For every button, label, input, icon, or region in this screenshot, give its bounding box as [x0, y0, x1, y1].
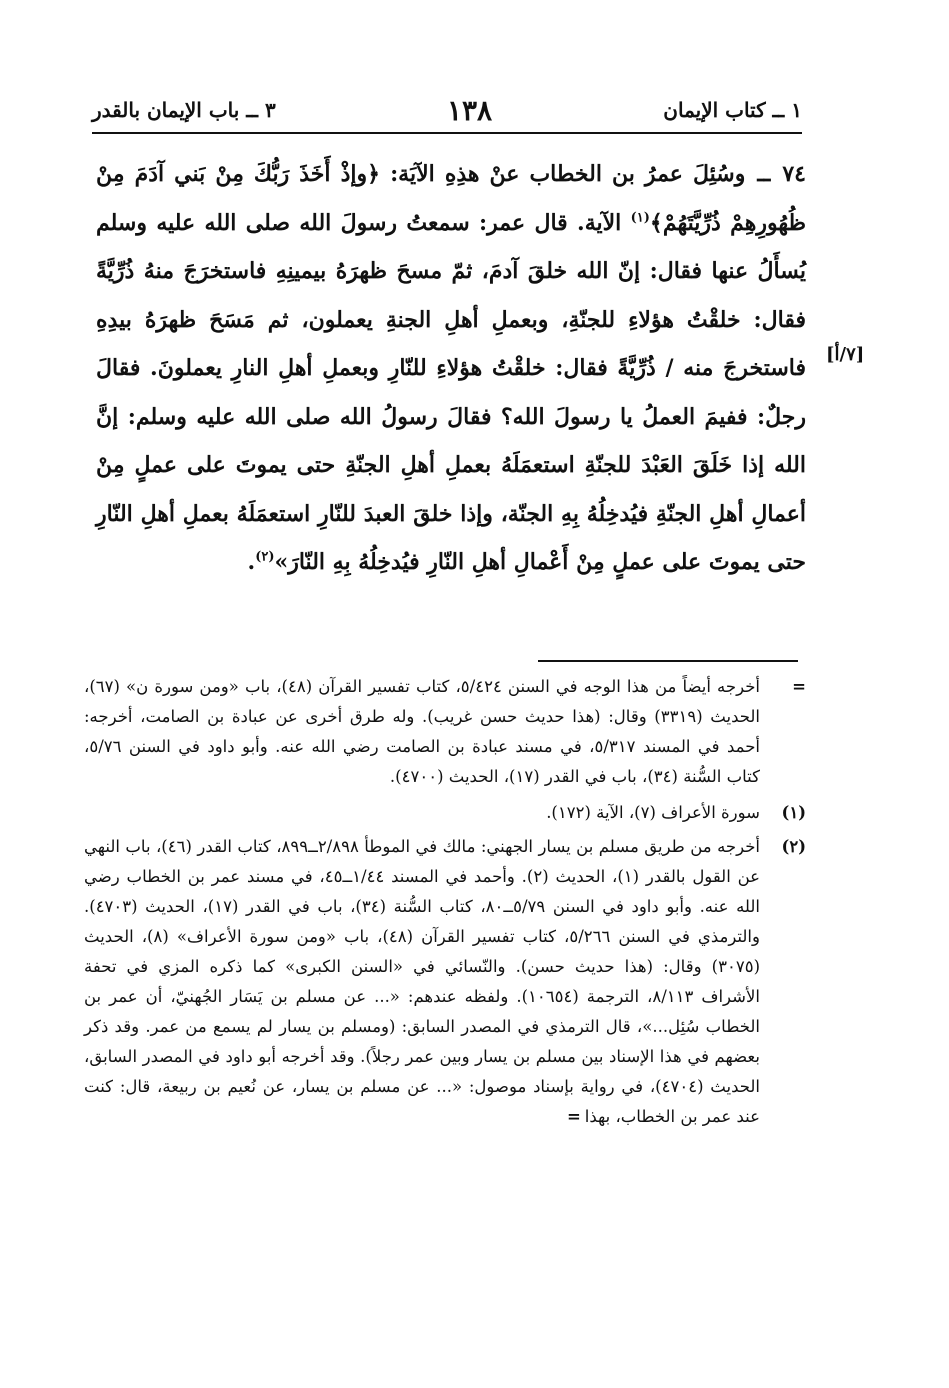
footnote-marker: (٢) [781, 837, 806, 856]
footnote-text-content: أخرجه من طريق مسلم بن يسار الجهني: مالك في الموطأ ٢/٨٩٨ــ٨٩٩، كتاب القدر (٤٦)، باب النهي عن القول بالقدر (١)، الحديث (٢). وأحمد في المسند ١/٤٤ــ٤٥، في مسند عمر بن الخطاب رضي الله عنه. وأبو داود في السنن ٥/٧٩ــ٨٠، كتاب السُّنة (٣٤)، باب في القدر (١٧)، الحديث (٤٧٠٣). والترمذي في السنن ٥/٢٦٦، كتاب تفسير القرآن (٤٨)، باب «ومن سورة الأعراف» (٨)، الحديث (٣٠٧٥) وقال: (هذا حديث حسن). والنّسائي في «السنن الكبرى» كما ذكره المزي في تحفة الأشراف ٨/١١٣، الترجمة (١٠٦٥٤). ولفظه عندهم: «... عن مسلم بن يَسَار الجُهنيّ، أن عمر بن الخطاب سُئِل...»، قال الترمذي في المصدر السابق: (ومسلم بن يسار لم يسمع من عمر. وقد ذكر بعضهم في هذا الإسناد بين مسلم بن يسار وبين عمر رجلاً). وقد أخرجه أبو داود في المصدر السابق، الحديث (٤٧٠٤)، في رواية بإسناد موصول: «... عن مسلم بن يسار، عن نُعيم بن ربيعة، قال: كنت عند عمر بن الخطاب، بهذا [84, 837, 761, 1126]
hadith-text-intro: وسُئِلَ عمرُ بن الخطاب عنْ هذِهِ الآيَة: [390, 161, 746, 187]
hadith-number: ٧٤ [782, 161, 806, 187]
footnote-continuation [84, 672, 806, 792]
footnote-text: سورة الأعراف (٧)، الآية (١٧٢). [546, 803, 760, 822]
header-section-title: ٣ ــ باب الإيمان بالقدر [92, 98, 276, 122]
footnote-continues-marker: = [566, 1107, 581, 1126]
hadith-text-body: الآية. قال عمر: سمعتُ رسولَ الله صلى الله عليه وسلم يُسأَلُ عنها فقال: إنّ الله خلقَ آدمَ، ثمّ مسحَ ظهرَهُ بيمينِهِ فاستخرَجَ منهُ ذُرِّيَّةً فقال: خلقْتُ هؤلاءِ للجنّةِ، وبعملِ أهلِ الجنةِ يعملون، ثم مَسَحَ ظهرَهُ بيدِهِ فاستخرجَ منه / ذُرِّيَّةً فقال: خلقْتُ هؤلاءِ للنّارِ وبعملِ أهلِ النارِ يعملونَ. فقالَ رجلٌ: ففيمَ العملُ يا رسولَ الله؟ فقالَ رسولُ الله صلى الله عليه وسلم: إنَّ الله إذا خَلَقَ العَبْدَ للجنّةِ استعمَلَهُ بعملِ أهلِ الجنّةِ حتى يموتَ على عملٍ مِنْ أعمالِ أهلِ الجنّةِ فيُدخِلُهُ بِهِ الجنّة، وإذا خلقَ العبدَ للنّارِ استعمَلَهُ بعملِ أهلِ النّارِ حتى يموتَ على عملٍ مِنْ أَعْمالِ أهلِ النّارِ فيُدخِلُهُ بِهِ النّارَ» [96, 209, 806, 575]
footnotes [84, 672, 806, 1132]
running-header [92, 92, 802, 128]
footnote-text [84, 832, 760, 1132]
hadith-dash: ــ [757, 161, 771, 187]
header-chapter-title: ١ ــ كتاب الإيمان [663, 98, 802, 122]
footnote-ref-2[interactable]: (٢) [255, 549, 275, 565]
footnote-ref-1[interactable]: (١) [630, 210, 650, 226]
quran-verse: ﴿وإذْ أَخَذَ رَبُّكَ مِنْ بَني آدَمَ مِنْ ظُهُورِهِمْ ذُرِّيَّتَهُمْ﴾ [96, 161, 806, 236]
manuscript-folio-note: [٧/أ] [826, 344, 865, 365]
footnote-divider [538, 660, 798, 662]
header-divider [92, 132, 802, 134]
page-number: ١٣٨ [446, 93, 493, 127]
footnote-marker: (١) [781, 803, 806, 822]
footnote-marker: = [792, 677, 806, 696]
footnote-1 [84, 798, 806, 828]
hadith-text-end: . [247, 549, 256, 575]
footnote-text: أخرجه أيضاً من هذا الوجه في السنن ٥/٤٢٤، كتاب تفسير القرآن (٤٨)، باب «ومن سورة ن» (٦٧)، الحديث (٣٣١٩) وقال: (هذا حديث حسن غريب). وله طرق أخرى عن عبادة بن الصامت، أخرجه: أحمد في المسند ٥/٣١٧، في مسند عبادة بن الصامت رضي الله عنه. وأبو داود في السنن ٥/٧٦، كتاب السُّنة (٣٤)، باب في القدر (١٧)، الحديث (٤٧٠٠). [84, 677, 761, 786]
footnote-2 [84, 832, 806, 1132]
main-text [96, 150, 806, 587]
